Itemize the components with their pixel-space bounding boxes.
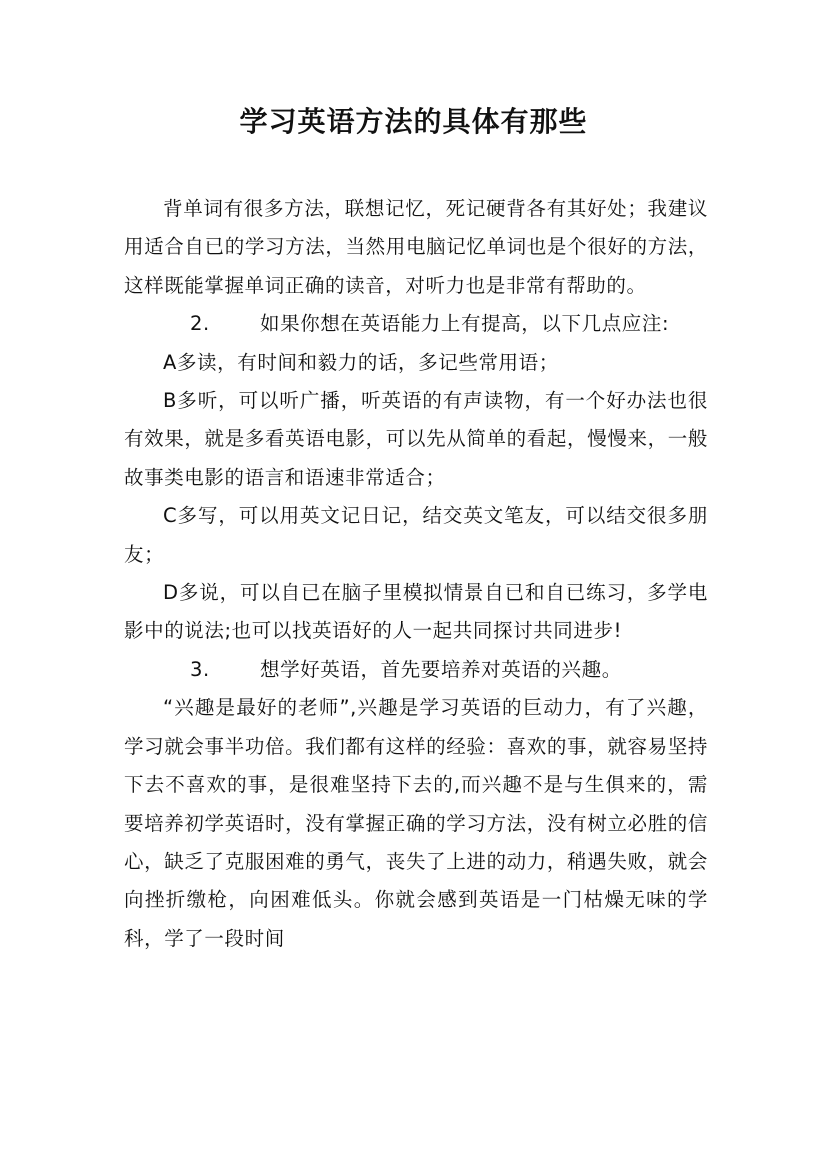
item-text: 想学好英语，首先要培养对英语的兴趣。 <box>260 657 622 681</box>
item-number: 3. <box>190 657 210 681</box>
document-title: 学习英语方法的具体有那些 <box>239 105 588 138</box>
paragraph-vocabulary-methods: 背单词有很多方法，联想记忆，死记硬背各有其好处；我建议用适合自已的学习方法，当然用电脑记忆单词也是个很好的方法，这样既能掌握单词正确的读音，对听力也是非常有帮助的。 <box>124 197 708 297</box>
numbered-item-3 <box>124 651 708 689</box>
item-number: 2. <box>190 312 210 336</box>
paragraph-write-more: C多写，可以用英文记日记，结交英文笔友，可以结交很多朋友； <box>124 504 708 566</box>
document-body <box>124 190 708 958</box>
paragraph-speak-more: D多说，可以自已在脑子里模拟情景自已和自已练习，多学电影中的说法;也可以找英语好的人一起共同探讨共同进步! <box>124 581 708 643</box>
item-text: 如果你想在英语能力上有提高，以下几点应注: <box>260 312 670 336</box>
paragraph-listen-more: B多听，可以听广播，听英语的有声读物，有一个好办法也很有效果，就是多看英语电影，可以先从简单的看起，慢慢来，一般故事类电影的语言和语速非常适合； <box>124 389 708 489</box>
numbered-item-2 <box>124 305 708 343</box>
paragraph-read-more: A多读，有时间和毅力的话，多记些常用语； <box>163 350 559 374</box>
paragraph-interest: “兴趣是最好的老师”,兴趣是学习英语的巨动力，有了兴趣，学习就会事半功倍。我们都有这样的经验：喜欢的事，就容易坚持下去不喜欢的事，是很难坚持下去的,而兴趣不是与生俱来的，需要培养初学英语时，没有掌握正确的学习方法，没有树立必胜的信心，缺乏了克服困难的勇气，丧失了上进的动力，稍遇失败，就会向挫折缴枪，向困难低头。你就会感到英语是一门枯燥无味的学科，学了一段时间 <box>124 696 708 950</box>
